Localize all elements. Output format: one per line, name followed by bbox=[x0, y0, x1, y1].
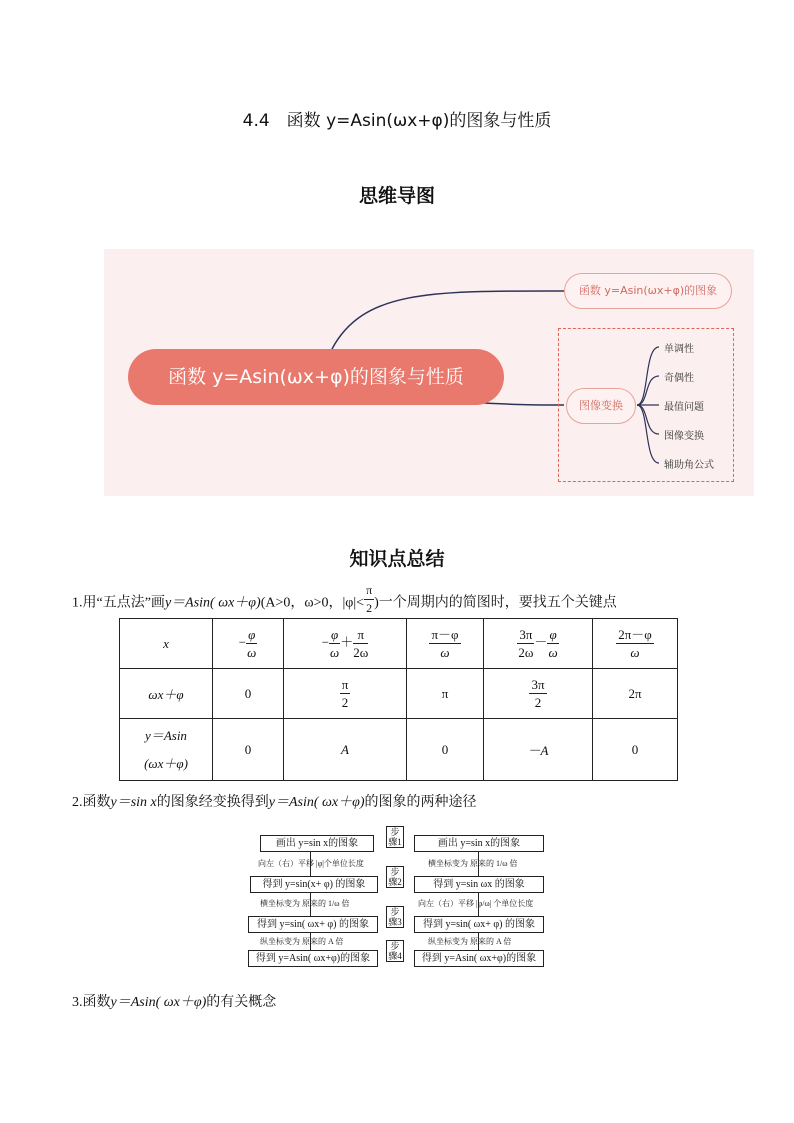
mind-map-leaf-extremum: 最值问题 bbox=[664, 402, 704, 413]
mind-map-branch-transform: 图像变换 bbox=[566, 388, 636, 424]
right-arrow-label-1: 横坐标变为 原来的 1/ω 倍 bbox=[428, 859, 518, 868]
right-step-box-1: 画出 y=sin x的图象 bbox=[414, 835, 544, 852]
frac-den: ω bbox=[630, 645, 640, 660]
point-2-function-1: y＝sin x bbox=[110, 795, 157, 810]
point-1-pi: π bbox=[364, 582, 374, 600]
frac-num: π－φ bbox=[431, 627, 459, 642]
transform-flow-diagram bbox=[248, 827, 546, 970]
five-point-table bbox=[119, 618, 678, 781]
minus-sign: − bbox=[238, 634, 247, 650]
point-1-suffix: )一个周期内的简图时，要找五个关键点 bbox=[374, 595, 617, 611]
point-1 bbox=[72, 583, 617, 617]
mind-map bbox=[104, 249, 754, 496]
point-1-two: 2 bbox=[366, 601, 373, 615]
table-row-y bbox=[120, 719, 678, 781]
mind-map-leaf-parity: 奇偶性 bbox=[664, 373, 694, 384]
point-2-text-c: 的图象的两种途径 bbox=[364, 795, 477, 810]
left-step-box-1: 画出 y=sin x的图象 bbox=[260, 835, 374, 852]
point-1-condition: (A>0，ω>0，|φ|< bbox=[260, 595, 365, 611]
table-cell: 0 bbox=[213, 719, 284, 781]
right-arrow-label-2: 向左（右）平移 |φ/ω| 个单位长度 bbox=[418, 899, 534, 908]
table-cell: 0 bbox=[213, 669, 284, 719]
point-1-prefix: 1.用“五点法”画 bbox=[72, 595, 165, 611]
frac-num: φ bbox=[549, 627, 557, 642]
right-step-box-4: 得到 y=Asin( ωx+φ)的图象 bbox=[414, 950, 544, 967]
section-heading-mindmap: 思维导图 bbox=[358, 185, 435, 207]
point-2 bbox=[72, 791, 477, 811]
frac-den: 2 bbox=[341, 695, 349, 710]
point-3 bbox=[72, 991, 276, 1011]
mind-map-branch-graph: 函数 y=Asin(ωx+φ)的图象 bbox=[564, 273, 732, 309]
table-row-phase bbox=[120, 669, 678, 719]
left-step-box-4: 得到 y=Asin( ωx+φ)的图象 bbox=[248, 950, 378, 967]
step-label-3: 步骤3 bbox=[386, 906, 404, 928]
row-label-y: y＝Asin bbox=[145, 727, 187, 743]
left-arrow-label-1: 向左（右）平移 |φ|个单位长度 bbox=[258, 859, 364, 868]
table-cell: 2π bbox=[593, 669, 678, 719]
right-step-box-2: 得到 y=sin ωx 的图象 bbox=[414, 876, 544, 893]
frac-den: 2ω bbox=[518, 645, 534, 660]
step-label-4: 步骤4 bbox=[386, 940, 404, 962]
mind-map-leaf-transform: 图像变换 bbox=[664, 431, 704, 442]
left-step-box-3: 得到 y=sin( ωx+ φ) 的图象 bbox=[248, 916, 378, 933]
point-3-function: y＝Asin( ωx＋φ) bbox=[110, 995, 207, 1010]
document-title: 4.4 函数 y=Asin(ωx+φ)的图象与性质 bbox=[242, 111, 552, 131]
left-arrow-label-2: 横坐标变为 原来的 1/ω 倍 bbox=[260, 899, 350, 908]
row-label-x: x bbox=[163, 635, 169, 651]
frac-num: 3π bbox=[531, 677, 545, 692]
row-label-phase: ωx＋φ bbox=[148, 687, 184, 702]
table-row-x: x − $\frac{\varphi}{\omega}$ − $\frac{\varphi}{\omega}$ ＋ $\frac{\pi}{2\omega}$ $\frac{\pi-\varphi}{\omega}$ $\frac{3\pi}{2\omega}$ － $\frac{\varphi}{\omega}$ $\frac{2\pi-\varphi}{\omega}$ bbox=[120, 619, 678, 669]
mind-map-central-node: 函数 y=Asin(ωx+φ)的图象与性质 bbox=[128, 349, 504, 405]
section-heading-knowledge: 知识点总结 bbox=[349, 548, 445, 570]
frac-den: ω bbox=[548, 645, 558, 660]
frac-num: φ bbox=[331, 627, 339, 642]
frac-den: 2ω bbox=[353, 645, 369, 660]
frac-num: 2π－φ bbox=[618, 627, 652, 642]
frac-num: φ bbox=[248, 627, 256, 642]
left-arrow-label-3: 纵坐标变为 原来的 A 倍 bbox=[260, 937, 344, 946]
minus-sign: − bbox=[321, 634, 330, 650]
frac-den: ω bbox=[330, 645, 340, 660]
frac-num: 3π bbox=[519, 627, 533, 642]
mind-map-leaf-auxiliary-angle: 辅助角公式 bbox=[664, 460, 714, 471]
point-1-function: y＝Asin( ωx＋φ) bbox=[164, 595, 261, 611]
point-2-text-b: 的图象经变换得到 bbox=[156, 795, 269, 810]
table-cell: 0 bbox=[593, 719, 678, 781]
frac-den: ω bbox=[247, 645, 257, 660]
right-arrow-label-3: 纵坐标变为 原来的 A 倍 bbox=[428, 937, 512, 946]
point-3-text-b: 的有关概念 bbox=[206, 995, 277, 1010]
row-label-y-arg: (ωx＋φ) bbox=[144, 755, 188, 771]
table-cell: A bbox=[341, 741, 349, 757]
frac-num: π bbox=[341, 677, 349, 692]
left-step-box-2: 得到 y=sin(x+ φ) 的图象 bbox=[250, 876, 378, 893]
table-cell: π bbox=[407, 669, 484, 719]
frac-num: π bbox=[353, 626, 368, 644]
point-3-text-a: 3.函数 bbox=[72, 995, 111, 1010]
step-label-1: 步骤1 bbox=[386, 826, 404, 848]
point-2-function-2: y＝Asin( ωx＋φ) bbox=[268, 795, 365, 810]
table-cell: 0 bbox=[407, 719, 484, 781]
right-step-box-3: 得到 y=sin( ωx+ φ) 的图象 bbox=[414, 916, 544, 933]
frac-den: ω bbox=[440, 645, 450, 660]
point-2-text-a: 2.函数 bbox=[72, 795, 111, 810]
mind-map-leaf-monotonicity: 单调性 bbox=[664, 344, 694, 355]
step-label-2: 步骤2 bbox=[386, 866, 404, 888]
frac-den: 2 bbox=[534, 695, 542, 710]
table-cell: －A bbox=[527, 743, 549, 758]
